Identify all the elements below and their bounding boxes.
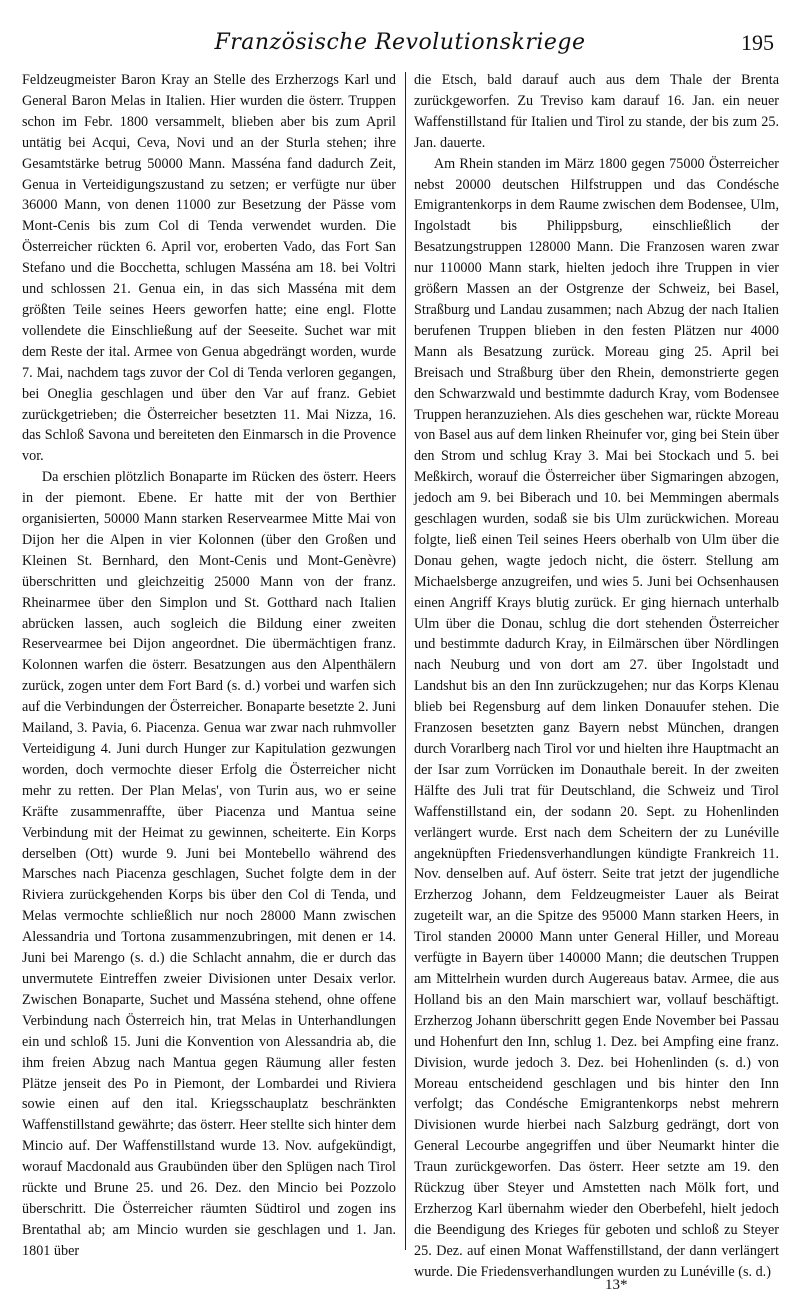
column-divider <box>405 72 406 1250</box>
running-head <box>0 28 800 58</box>
paragraph: die Etsch, bald darauf auch aus dem Thale der Brenta zurückgeworfen. Zu Treviso kam darauf 16. Jan. ein neuer Waffenstillstand für Italien und Tirol zu stande, der bis zum 25. Jan. dauerte. <box>414 72 779 151</box>
paragraph: Feldzeugmeister Baron Kray an Stelle des Erzherzogs Karl und General Baron Melas in Italien. Hier wurden die österr. Truppen schon im Febr. 1800 versammelt, blieben aber bis zum April untätig bei Acqui, Ceva, Novi und an der Sturla stehen; ihre Gesamtstärke betrug 50000 Mann. Masséna fand dadurch Zeit, Genua in Verteidigungszustand zu setzen; er verfügte nur über 36000 Mann, von denen 11000 zur Besetzung der Pässe vom Mont-Cenis bis zum Col di Tenda verwendet wurden. Die Österreicher rückten 6. April vor, eroberten Vado, das Fort San Stefano und die Bocchetta, schlugen Masséna am 18. bei Voltri und schlossen 21. Genua ein, in das sich Masséna mit dem größten Teile seines Heers geworfen hatte; eine engl. Flotte vollendete die Einschließung auf der Seeseite. Suchet war mit dem Reste der ital. Armee von Genua abgedrängt worden, wurde 7. Mai, nachdem tags zuvor der Col di Tenda verloren gegangen, bei Oneglia geschlagen und über den Var auf franz. Gebiet zurückgetrieben; die Österreicher besetzten 11. Mai Nizza, 16. das Schloß Savona und bereiteten den Einmarsch in die Provence vor. <box>22 72 396 465</box>
text-column-right <box>414 70 779 1280</box>
text-column-left <box>22 70 396 1259</box>
running-title: Französische Revolutionskriege <box>214 30 586 55</box>
signature-mark: 13* <box>605 1277 628 1293</box>
page-number: 195 <box>741 30 774 55</box>
paragraph: Am Rhein standen im März 1800 gegen 75000 Österreicher nebst 20000 deutschen Hilfstruppen und das Condésche Emigrantenkorps in dem Raume zwischen dem Bodensee, Ulm, Ingolstadt bis Philippsburg, einschließlich der Besatzungstruppen 128000 Mann. Die Franzosen waren zwar nur 110000 Mann stark, hielten jedoch ihre Truppen in vier größern Massen an der Ostgrenze der Schweiz, bei Basel, Straßburg und Landau zusammen; nach Abzug der nach Italien berufenen Truppen blieben in den festen Plätzen nur 4000 Mann als Besatzung zurück. Moreau ging 25. April bei Breisach und Straßburg über den Rhein, demonstrierte gegen den Schwarzwald und bestimmte dadurch Kray, vom Bodensee Truppen heranzuziehen. Als dies geschehen war, rückte Moreau von Basel aus auf dem linken Rheinufer vor, ging bei Stein über den Strom und schlug Kray 3. Mai bei Stockach und 5. bei Meßkirch, worauf die Österreicher über Sigmaringen abzogen, jedoch am 9. bei Biberach und 10. bei Memmingen abermals geschlagen wurden, sodaß sie bis Ulm zurückwichen. Moreau folgte, ließ einen Teil seines Heers oberhalb von Ulm über die Donau gehen, wagte jedoch nicht, die österr. Stellung am Michaelsberge anzugreifen, und wies 5. Juni bei Ochsenhausen einen Angriff Krays blutig zurück. Er ging hiernach unterhalb Ulm über die Donau, schlug die dort stehenden Österreicher und bestimmte dadurch Kray, in Eilmärschen über Nördlingen nach Neuburg und von dort am 27. über Ingolstadt und Landshut bis an den Inn zurückzugehen; nur das Korps Klenau blieb bei Regensburg auf dem linken Donauufer stehen. Die Franzosen besetzten ganz Bayern nebst München, drangen durch Vorarlberg nach Tirol vor und hielten ihre Hauptmacht an der Isar zum Vorrücken im Donauthale bereit. In der zweiten Hälfte des Juli trat für Deutschland, die Schweiz und Tirol Waffenstillstand ein, der sodann 20. Sept. zu Hohenlinden verlängert wurde. Erst nach dem Scheitern der zu Lunéville angeknüpften Friedensverhandlungen kündigte Frankreich 11. Nov. denselben auf. Auf österr. Seite trat jetzt der jugendliche Erzherzog Johann, dem Feldzeugmeister Lauer als Beirat zugeteilt war, an die Spitze des 95000 Mann starken Heers, in Tirol standen 20000 Mann unter General Hiller, und Moreau verfügte in Bayern über 140000 Mann; die deutschen Truppen am Mittelrhein wurden durch Augereaus batav. Armee, die aus Holland bis an den Main marschiert war, vollauf beschäftigt. Erzherzog Johann überschritt gegen Ende November bei Passau und Hohenfurt den Inn, schlug 1. Dez. bei Ampfing eine franz. Division, wurde jedoch 3. Dez. bei Hohenlinden (s. d.) von Moreau entscheidend geschlagen und bis hinter den Inn verfolgt; das Condésche Emigrantenkorps nebst mehrern Divisionen wurde hierbei nach Salzburg gedrängt, dort von General Lecourbe angegriffen und über Neumarkt hinter die Traun zurückgeworfen. Das österr. Heer setzte am 19. den Rückzug über Steyer und Amstetten nach Mölk fort, und Erzherzog Karl übernahm wieder den Oberbefehl, hielt jedoch die Beendigung des Krieges für geboten und schloß zu Steyer 25. Dez. auf einen Monat Waffenstillstand, der dann verlängert wurde. Die Friedensverhandlungen wurden zu Lunéville (s. d.) <box>414 155 779 1280</box>
paragraph: Da erschien plötzlich Bonaparte im Rücken des österr. Heers in der piemont. Ebene. Er hatte mit der von Berthier organisierten, 50000 Mann starken Reservearmee Mitte Mai von Dijon her die Alpen in vier Kolonnen (über den Großen und Kleinen St. Bernhard, den Mont-Cenis und Mont-Genèvre) überschritten und gleichzeitig 25000 Mann von der franz. Rheinarmee über den Simplon und St. Gotthard nach Italien abrücken lassen, auch sogleich die Bildung einer zweiten Reservearmee bei Dijon angeordnet. Die übermächtigen franz. Kolonnen warfen die österr. Besatzungen aus den Alpenthälern zurück, zogen unter dem Fort Bard (s. d.) vorbei und warfen sich auf die Verbindungen der Österreicher. Bonaparte besetzte 2. Juni Mailand, 3. Pavia, 6. Piacenza. Genua war zwar nach ruhmvoller Verteidigung 4. Juni durch Hunger zur Kapitulation gezwungen worden, doch vermochte dieser Erfolg die Österreicher nicht mehr zu retten. Der Plan Melas', von Turin aus, wo er seine Kräfte zusammenraffte, über Piacenza und Mantua seine Verbindung mit der Heimat zu gewinnen, scheiterte. Ein Korps derselben (Ott) wurde 9. Juni bei Montebello während des Marsches nach Piacenza geschlagen, Suchet folgte dem in der Riviera zurückgehenden Korps bis über den Col di Tenda, und Melas vermochte schließlich nur noch 28000 Mann zwischen Alessandria und Tortona zusammenzubringen, mit denen er 14. Juni bei Marengo (s. d.) die Schlacht annahm, die er durch das unvermutete Eintreffen zweier Divisionen unter Desaix verlor. Zwischen Bonaparte, Suchet und Masséna stehend, ohne offene Verbindung nach Österreich hin, trat Melas in Unterhandlungen ein und schloß 15. Juni die Konvention von Alessandria ab, die ihm freien Abzug nach Mantua gegen Räumung aller festen Plätze jenseit des Po in Piemont, der Lombardei und Riviera sowie einen auf den ital. Kriegsschauplatz beschränkten Waffenstillstand gewährte; das österr. Heer stellte sich hinter dem Mincio auf. Der Waffenstillstand wurde 13. Nov. aufgekündigt, worauf Macdonald aus Graubünden über den Splügen nach Tirol rückte und Brune 25. und 26. Dez. den Mincio bei Pozzolo überschritt. Die Österreicher räumten Südtirol und zogen ins Brentathal ab; am Mincio wurden sie geschlagen und 1. Jan. 1801 über <box>22 469 396 1259</box>
